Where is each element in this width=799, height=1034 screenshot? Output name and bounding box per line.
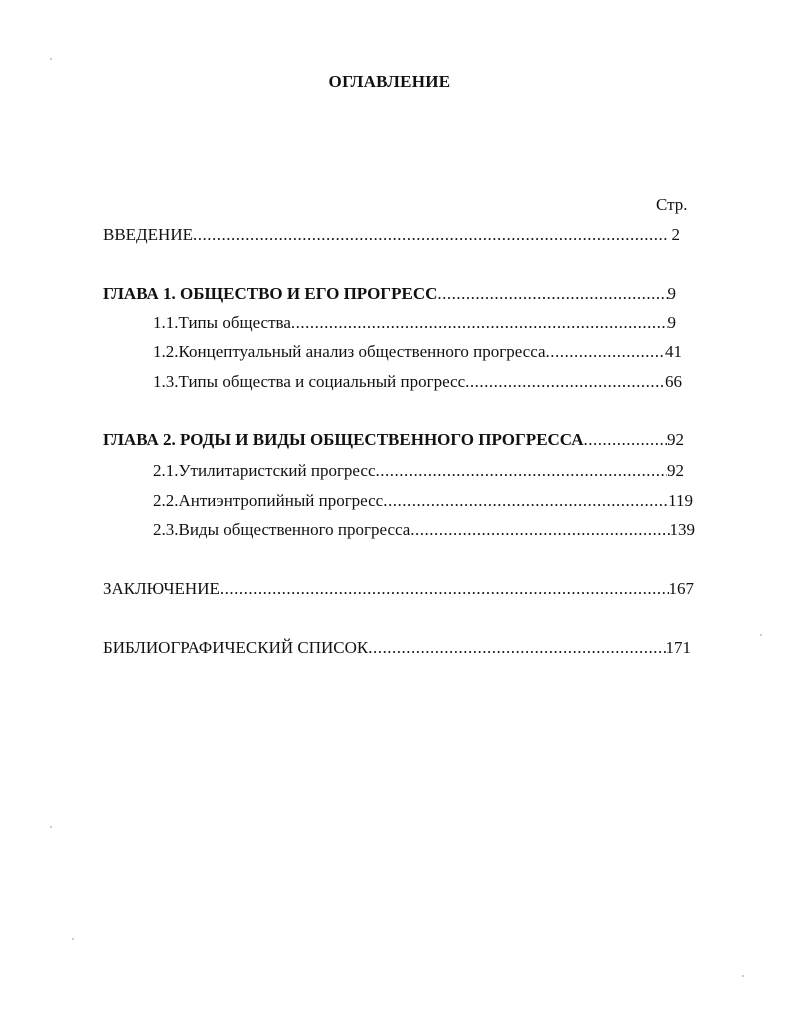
scan-speck	[50, 58, 52, 60]
toc-entry-page: 66	[665, 372, 682, 391]
toc-entry-label: ВВЕДЕНИЕ	[103, 225, 193, 244]
toc-leader-dots	[220, 578, 669, 600]
toc-entry-label: ЗАКЛЮЧЕНИЕ	[103, 579, 220, 598]
scan-speck	[742, 975, 744, 977]
toc-leader-dots	[291, 312, 668, 334]
toc-entry-number: 2.2.	[153, 491, 179, 510]
toc-entry-number: 1.2.	[153, 342, 179, 361]
scan-speck	[72, 938, 74, 940]
toc-entry-bibliography[interactable]	[103, 637, 691, 659]
toc-entry-page: 2	[671, 225, 680, 244]
toc-entry-number: 1.3.	[153, 372, 179, 391]
toc-leader-dots	[376, 460, 668, 482]
toc-entry-label: БИБЛИОГРАФИЧЕСКИЙ СПИСОК	[103, 638, 369, 657]
toc-leader-dots	[437, 283, 667, 305]
toc-entry-conclusion[interactable]	[103, 578, 694, 600]
toc-entry-section-2-1[interactable]	[153, 460, 684, 482]
toc-entry-page: 119	[668, 491, 693, 510]
toc-entry-label: Типы общества	[178, 313, 291, 332]
toc-entry-label: ГЛАВА 2. РОДЫ И ВИДЫ ОБЩЕСТВЕННОГО ПРОГРЕССА	[103, 430, 584, 449]
toc-entry-number: 1.1.	[153, 313, 179, 332]
toc-entry-section-2-3[interactable]	[153, 519, 695, 541]
toc-entry-chapter-1[interactable]	[103, 283, 676, 305]
toc-leader-dots	[546, 341, 665, 363]
toc-entry-page: 41	[665, 342, 682, 361]
toc-entry-label: ГЛАВА 1. ОБЩЕСТВО И ЕГО ПРОГРЕСС	[103, 284, 438, 303]
toc-entry-section-1-3[interactable]	[153, 371, 682, 393]
toc-entry-label: Утилитаристский прогресс	[178, 461, 376, 480]
toc-entry-page: 171	[665, 638, 691, 657]
toc-entry-section-1-2[interactable]	[153, 341, 682, 363]
page-column-label: Стр.	[656, 195, 688, 214]
toc-entry-page: 92	[667, 461, 684, 480]
toc-entry-number: 2.3.	[153, 520, 179, 539]
toc-entry-page: 167	[668, 579, 694, 598]
scan-speck	[50, 826, 52, 828]
toc-entry-section-2-2[interactable]	[153, 490, 693, 512]
toc-entry-label: Виды общественного прогресса	[178, 520, 411, 539]
toc-leader-dots	[584, 429, 667, 451]
toc-leader-dots	[410, 519, 669, 541]
toc-entry-page: 9	[667, 284, 676, 303]
toc-entry-label: Типы общества и социальный прогресс	[178, 372, 466, 391]
toc-entry-page: 92	[667, 430, 684, 449]
toc-leader-dots	[383, 490, 668, 512]
page-title: ОГЛАВЛЕНИЕ	[328, 72, 451, 91]
toc-entry-page: 9	[667, 313, 676, 332]
toc-leader-dots	[193, 224, 668, 246]
toc-entry-number: 2.1.	[153, 461, 179, 480]
toc-entry-label: Концептуальный анализ общественного прогресса	[178, 342, 546, 361]
toc-entry-chapter-2[interactable]	[103, 429, 684, 451]
toc-entry-page: 139	[669, 520, 695, 539]
toc-leader-dots	[368, 637, 665, 659]
toc-entry-label: Антиэнтропийный прогресс	[178, 491, 384, 510]
scan-speck	[760, 634, 762, 636]
toc-entry-section-1-1[interactable]	[153, 312, 676, 334]
toc-entry-introduction[interactable]	[103, 224, 680, 246]
toc-leader-dots	[465, 371, 665, 393]
